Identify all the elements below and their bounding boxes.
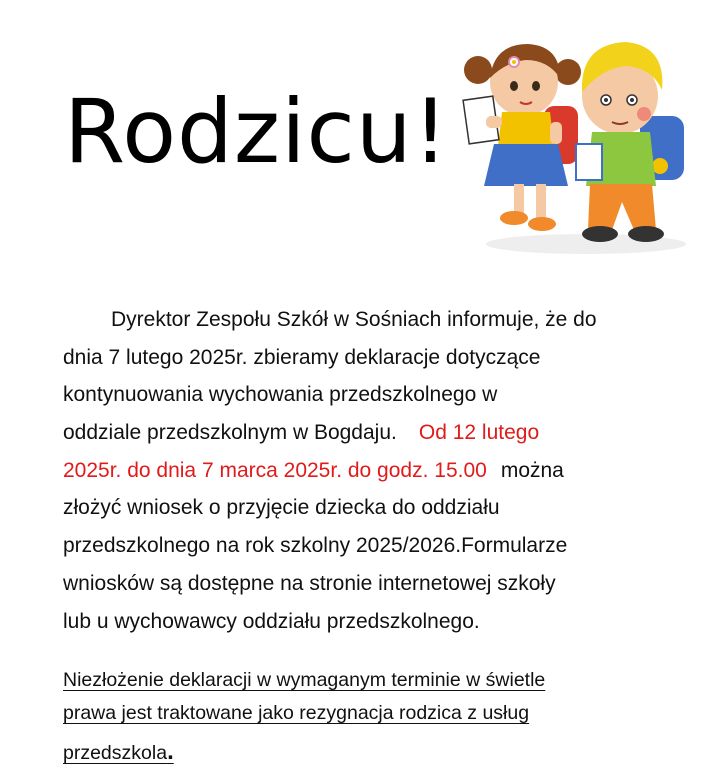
page-title: Rodzicu! xyxy=(64,80,449,183)
paragraph-line: wniosków są dostępne na stronie internetowej szkoły xyxy=(63,571,556,595)
paragraph-line: lub u wychowawcy oddziału przedszkolnego. xyxy=(63,609,480,633)
enrollment-dates-start: Od 12 lutego xyxy=(418,421,540,445)
paragraph-line: oddziale przedszkolnym w Bogdaju. Od 12 lutego xyxy=(63,421,540,445)
paragraph-line: kontynuowania wychowania przedszkolnego w xyxy=(63,383,498,407)
paragraph-line: przedszkolnego na rok szkolny 2025/2026.Formularze xyxy=(63,534,568,558)
paragraph-line: dnia 7 lutego 2025r. zbieramy deklaracje dotyczące xyxy=(63,345,541,369)
announcement-paragraph xyxy=(63,301,693,640)
paragraph-line: 2025r. do dnia 7 marca 2025r. do godz. 15.00 można xyxy=(63,458,564,482)
notice-line: prawa jest traktowane jako rezygnacja rodzica z usług xyxy=(63,702,530,724)
notice-line: Niezłożenie deklaracji w wymaganym terminie w świetle xyxy=(63,669,546,691)
children-illustration xyxy=(456,26,692,258)
paragraph-line: złożyć wniosek o przyjęcie dziecka do oddziału xyxy=(63,496,500,520)
underlined-notice xyxy=(63,664,693,770)
notice-period: . xyxy=(167,738,174,765)
enrollment-dates-end: 2025r. do dnia 7 marca 2025r. do godz. 15.00 xyxy=(63,458,487,482)
notice-line: przedszkola. xyxy=(63,738,174,765)
paragraph-line: Dyrektor Zespołu Szkół w Sośniach informuje, że do xyxy=(111,308,597,331)
